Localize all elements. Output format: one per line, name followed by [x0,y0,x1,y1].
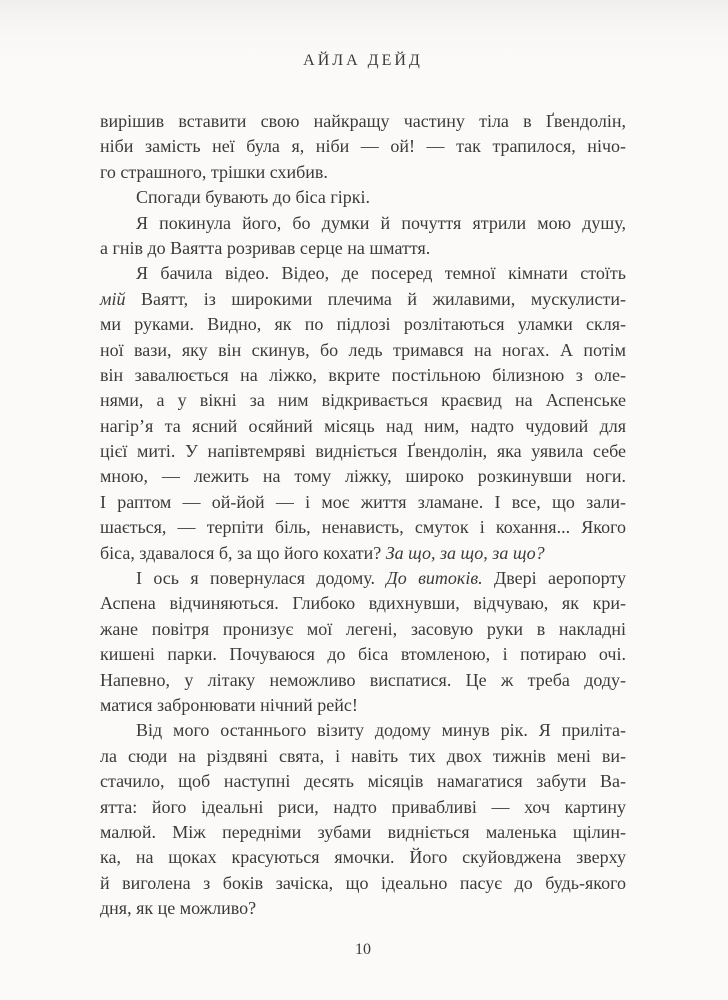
text-line [100,820,626,845]
text-run: жане повітря пронизує мої легені, засовую руки в накладні [100,618,626,639]
text-run: І ось я повернулася додому. [136,568,387,589]
text-run: ка, на щоках красуються ямочки. Його скуйовджена зверху [100,847,626,868]
text-run: Я бачила відео. Відео, де посеред темної кімнати стоїть [136,263,626,284]
text-line [100,642,626,667]
text-run: нагір’я та ясний осяйний місяць над ним, надто чудовий для [100,415,626,436]
italic-text-run: мій [100,288,126,309]
text-line [100,109,626,134]
text-run: й виголена з боків зачіска, що ідеально пасує до будь-якого [100,872,626,893]
text-line [100,871,626,896]
text-run: шається, — терпіти біль, ненависть, смуток і кохання... Якого [100,517,626,538]
text-line [100,160,626,185]
text-line [100,795,626,820]
text-run: дня, як це можливо? [100,898,257,919]
text-run: Аспена відчиняються. Глибоко вдихнувши, відчуваю, як кри- [100,593,626,614]
text-line [100,464,626,489]
running-header: АЙЛА ДЕЙД [303,52,423,69]
text-run: Напевно, у літаку неможливо виспатися. Це ж треба доду- [100,669,626,690]
text-line [100,769,626,794]
text-run: І раптом — ой-йой — і моє життя зламане. І все, що зали- [100,491,626,512]
text-line [100,211,626,236]
text-run: ятта: його ідеальні риси, надто привабливі — хоч картину [100,796,626,817]
text-run: ми руками. Видно, як по підлозі розлітаються уламки скля- [100,314,626,335]
text-line [100,490,626,515]
text-run: а гнів до Ваятта розривав серце на шмаття. [100,237,431,258]
text-run: він завалюється на ліжко, вкрите постільною білизною з оле- [100,364,626,385]
text-run: Двері аеропорту [482,568,627,589]
text-line [100,718,626,743]
text-line [100,617,626,642]
text-line [100,388,626,413]
text-line [100,363,626,388]
italic-text-run: До витоків. [386,568,483,589]
text-run: цієї миті. У напівтемряві видніється Ґвендолін, яка уявила себе [100,441,626,462]
text-line [100,287,626,312]
text-run: мною, — лежить на тому ліжку, широко розкинувши ноги. [100,466,626,487]
text-run: Від мого останнього візиту додому минув рік. Я приліта- [136,720,626,741]
text-line [100,439,626,464]
page-number: 10 [355,941,371,958]
text-line [100,566,626,591]
text-run: матися забронювати нічний рейс! [100,694,358,715]
text-line [100,185,626,210]
text-run: Спогади бувають до біса гіркі. [136,187,370,208]
text-run: ніби замість неї була я, ніби — ой! — так трапилося, нічо- [100,136,626,157]
text-line [100,261,626,286]
text-run: Я покинула його, бо думки й почуття ятрили мою душу, [136,212,626,233]
text-line [100,744,626,769]
text-line [100,541,626,566]
italic-text-run: За що, за що, за що? [385,542,545,563]
text-run: біса, здавалося б, за що його кохати? [100,542,386,563]
text-line [100,414,626,439]
text-run: го страшного, трішки схибив. [100,161,328,182]
text-run: кишені парки. Почуваюся до біса втомленою, і потираю очі. [100,644,626,665]
text-run: малюй. Між передніми зубами видніється маленька щілин- [100,821,626,842]
text-line [100,338,626,363]
text-run: стачило, щоб наступні десять місяців намагатися забути Ва- [100,771,626,792]
body-text [100,109,626,922]
text-run: ної вази, яку він скинув, бо ледь тримався на ногах. А потім [100,339,626,360]
text-line [100,693,626,718]
text-run: вирішив вставити свою найкращу частину тіла в Ґвендолін, [100,111,626,131]
text-line [100,668,626,693]
text-line [100,312,626,337]
text-line [100,896,626,921]
text-line [100,515,626,540]
text-run: Ваятт, із широкими плечима й жилавими, мускулисти- [125,288,626,309]
text-run: ла сюди на різдвяні свята, і навіть тих двох тижнів мені ви- [100,745,626,766]
text-run: нями, а у вікні за ним відкривається краєвид на Аспенське [100,390,626,411]
text-line [100,236,626,261]
text-line [100,591,626,616]
text-line [100,134,626,159]
text-line [100,845,626,870]
